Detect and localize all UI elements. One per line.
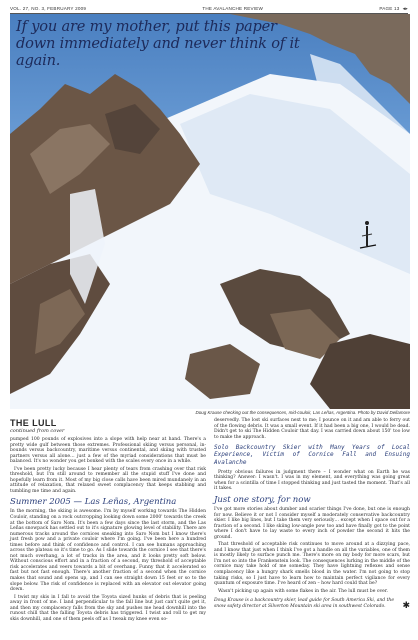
paragraph: That threshold of acceptable risk continues to move around at a dizzying pace, and I know that just when I think I've got a handle on all the variables, one of them is mostly likely to surface punch me. There's more on my body for more scars, but I'm not so into the Frankenstein look. The consequences lurking in the middle of the cornice may take hold of me someday. They have lightning reflexes and sense complacency like a hungry shark smells blood in the water. I'm not going to stop taking risks, so I just have to learn how to maintain perfect vigilance for every quantum of exposure time. I've heard of zen – how hard could that be?: [214, 542, 410, 587]
paragraph: In the morning, the skiing is awesome. I'm by myself working towards The Hidden Couloir, standing on a rock outcropping looking down some 2000' towards the creek at the bottom of Saro Nom. It's been a few days since the last storm, and the Las Leñas snowpack has settled out to it's signature glowing level of stability. There are numerous tracks around the cornices sneaking into Saro Nom but I know there's just fresh pow and a private couloir where I'm going. I've been here a hundred times before and think of confidence and control. I can see humans approaching across the plateau so it's time to go. As I slide towards the cornice I see that there's not much overhang, a lot of tracks in the area, and it looks pretty soft below. Without conscious effort and in a fraction of a second, my threshold of acceptable risk accelerates and veers towards a bit of overhang. Funny that it accelerated so fast but not fast enough. There's another fraction of a second when the cornice makes that sound and opens up, and I can see straight down 15 feet or so to the slope below. The risk of confidence is replaced with an elevator out elevator going down.: [10, 509, 206, 593]
issue-info: VOL. 27, NO. 3, FEBRUARY 2009: [10, 6, 87, 11]
mountain-illustration: [10, 14, 410, 409]
paragraph: Wasn't picking up again with some flakes in the air. The lull must be over.: [218, 588, 388, 594]
mountain-photo: [10, 14, 410, 409]
author-bio: Doug Krause is a backcountry skier, lead guide for South America Ski, and the snow safety director at Silverton Mountain ski area in southwest Colorado.: [214, 598, 394, 609]
photo-caption: Doug Krause checking out the consequences, mid-couloir, Las Leñas, Argentina. Photo by David Dellamore: [195, 410, 410, 415]
running-header: [10, 4, 408, 14]
paragraph: pumped 100 pounds of explosives into a slope with help near at hand. There's a pretty wide gulf between those extremes. Professional skiing versus personal, in-bounds versus backcountry, maritime versus continental, and skiing with trusted partners versus all alone… just a few of the myriad considerations that must be balanced. It's no wonder you get bonked with the scales every once in a while.: [10, 437, 206, 465]
paragraph: I've been pretty lucky because I hear plenty of tears from crashing over that risk threshold, but I'm still around to remember all the stupid stuff I've done and hopefully learn from it. Most of my big close calls have been mired mundanely in an attitude of relaxation, that relaxed sweet complacency that keeps stabbing and tumbling me time and again.: [10, 466, 206, 494]
section-heading: Summer 2005 — Las Leñas, Argentina: [10, 497, 177, 508]
end-mark-icon: ✱: [402, 601, 410, 612]
headline-callout: Solo Backcountry Skier with Many Years of Local Experience, Victim of Cornice Fall and Ensuing Avalanche: [214, 444, 410, 466]
paragraph: I've got more stories about dumber and scarier things I've done, but one is enough for now. Believe it or not I consider myself a moderately conservative backcountry skier. I like big lines, but I take them very seriously… except when I space out for a fraction of a second. I like skiing low-angle pow too and have finally got to the point where I don't have to lay waste to every inch of powder the second it hits the ground.: [214, 506, 410, 540]
article-title: THE LULL: [10, 418, 57, 428]
publication-title: THE AVALANCHE REVIEW: [202, 6, 264, 11]
paragraph: deservedly. The lost ski surfaces next to me; I pounce on it and am able to ferry out of the flowing debris. It was a small event. If it had been a big one, I would be dead. Didn't get to ski The Hidden Couloir that day. I was carried down about 150' too low to make the approach.: [214, 418, 410, 440]
chevron-right-icon: ◂▸: [402, 5, 408, 12]
paragraph: I twist my skis in I fall to avoid the Toyota sized hunks of debris that is peeling away in front of me. I land perpendicular to the fall line but just can't quite get it, and then my complacency falls from the sky and pushes me head downhill into the runout chill that the falling Toyota debris has triggered. I twist and roll to get my skis downhill, and one of them peels off as I tweak my knee even so-: [10, 594, 206, 622]
pull-quote: If you are my mother, put this paper down immediately and never think of it again.: [16, 18, 300, 69]
section-heading: Just one story, for now: [214, 494, 311, 505]
page-number: PAGE 13: [379, 6, 400, 11]
page-indicator: [379, 6, 408, 12]
continued-note: continued from cover: [10, 428, 65, 434]
right-column: [214, 418, 410, 611]
paragraph: Pretty obvious failures in judgment there – I wonder what on Earth he was thinking? Answer: I wasn't. I was in my element, and everything was going great when for a scintilla of time I stopped thinking and just tasted the moment. That's all it takes.: [214, 469, 410, 492]
left-column: [10, 418, 206, 624]
